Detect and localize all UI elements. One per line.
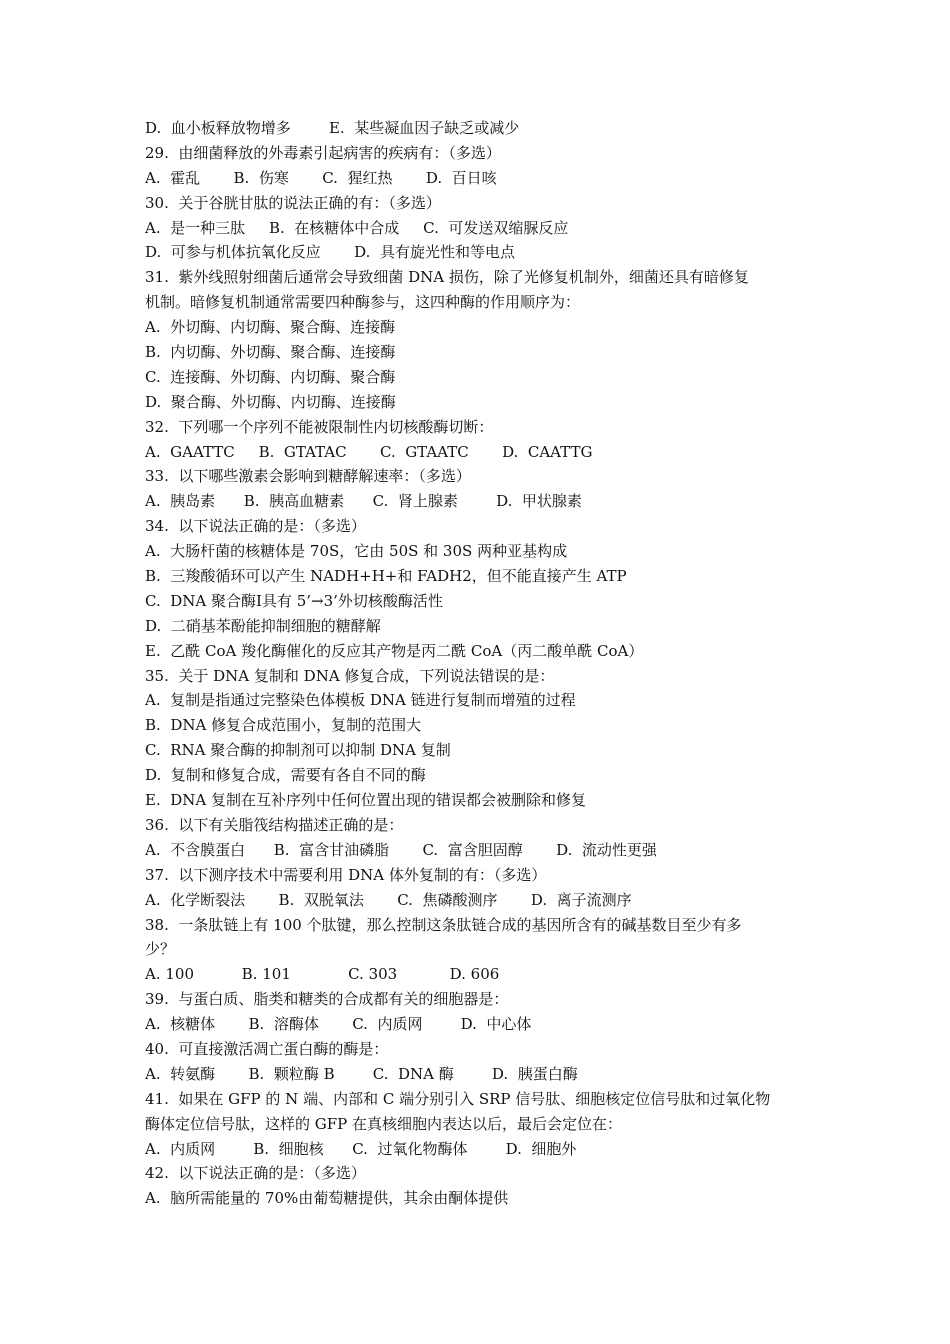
question-41: 41. 如果在 GFP 的 N 端、内部和 C 端分别引入 SRP 信号肽、细胞核定位信号肽和过氧化物 [145,1089,771,1108]
option-line: A. 复制是指通过完整染色体模板 DNA 链进行复制而增殖的过程 [145,691,576,710]
option-line: C. DNA 聚合酶Ⅰ具有 5’→3’外切核酸酶活性 [145,591,443,610]
option-line: D. 聚合酶、外切酶、内切酶、连接酶 [145,392,396,411]
option-line: E. 乙酰 CoA 羧化酶催化的反应其产物是丙二酰 CoA（丙二酸单酰 CoA） [145,641,644,660]
options-line: A. 核糖体 B. 溶酶体 C. 内质网 D. 中心体 [145,1015,532,1034]
question-42: 42. 以下说法正确的是：（多选） [145,1164,366,1183]
question-38: 38. 一条肽链上有 100 个肽键，那么控制这条肽链合成的基因所含有的碱基数目至少有多 [145,915,742,934]
option-line: A. 大肠杆菌的核糖体是 70S，它由 50S 和 30S 两种亚基构成 [145,542,568,561]
question-34: 34. 以下说法正确的是：（多选） [145,517,366,536]
option-line: D. 二硝基苯酚能抑制细胞的糖酵解 [145,616,381,635]
question-33: 33. 以下哪些激素会影响到糖酵解速率：（多选） [145,467,471,486]
options-line: A. 100 B. 101 C. 303 D. 606 [145,965,500,984]
option-line: B. 内切酶、外切酶、聚合酶、连接酶 [145,343,396,362]
options-line: A. 转氨酶 B. 颗粒酶 B C. DNA 酶 D. 胰蛋白酶 [145,1064,578,1083]
options-line: A. 化学断裂法 B. 双脱氧法 C. 焦磷酸测序 D. 离子流测序 [145,890,632,909]
question-39: 39. 与蛋白质、脂类和糖类的合成都有关的细胞器是： [145,990,509,1009]
question-35: 35. 关于 DNA 复制和 DNA 修复合成，下列说法错误的是： [145,666,555,685]
options-line: A. 内质网 B. 细胞核 C. 过氧化物酶体 D. 细胞外 [145,1139,577,1158]
question-30: 30. 关于谷胱甘肽的说法正确的有：（多选） [145,193,441,212]
option-line: E. DNA 复制在互补序列中任何位置出现的错误都会被删除和修复 [145,791,587,810]
question-29: 29. 由细菌释放的外毒素引起病害的疾病有：（多选） [145,143,501,162]
options-line: A. 是一种三肽 B. 在核糖体中合成 C. 可发送双缩脲反应 [145,218,569,237]
question-36: 36. 以下有关脂筏结构描述正确的是： [145,815,404,834]
options-line: A. GAATTC B. GTATAC C. GTAATC D. CAATTG [145,442,593,461]
question-40: 40. 可直接激活凋亡蛋白酶的酶是： [145,1039,389,1058]
options-line: D. 可参与机体抗氧化反应 D. 具有旋光性和等电点 [145,243,515,262]
question-32: 32. 下列哪一个序列不能被限制性内切核酸酶切断： [145,417,494,436]
option-line: B. 三羧酸循环可以产生 NADH+H+和 FADH2，但不能直接产生 ATP [145,567,627,586]
options-line: A. 霍乱 B. 伤寒 C. 猩红热 D. 百日咳 [145,168,497,187]
option-line: A. 脑所需能量的 70%由葡萄糖提供，其余由酮体提供 [145,1189,509,1208]
option-line: B. DNA 修复合成范围小，复制的范围大 [145,716,422,735]
text-line: D. 血小板释放物增多 E. 某些凝血因子缺乏或减少 [145,119,520,137]
options-line: A. 不含膜蛋白 B. 富含甘油磷脂 C. 富含胆固醇 D. 流动性更强 [145,840,657,859]
question-31-continued: 机制。暗修复机制通常需要四种酶参与，这四种酶的作用顺序为： [145,293,581,312]
question-37: 37. 以下测序技术中需要利用 DNA 体外复制的有：（多选） [145,865,547,884]
option-line: A. 外切酶、内切酶、聚合酶、连接酶 [145,318,396,337]
question-41-continued: 酶体定位信号肽，这样的 GFP 在真核细胞内表达以后，最后会定位在： [145,1114,623,1133]
option-line: C. 连接酶、外切酶、内切酶、聚合酶 [145,367,396,386]
question-38-continued: 少？ [145,940,176,959]
exam-questions [145,116,815,1211]
option-line: C. RNA 聚合酶的抑制剂可以抑制 DNA 复制 [145,741,451,760]
options-line: A. 胰岛素 B. 胰高血糖素 C. 肾上腺素 D. 甲状腺素 [145,492,582,511]
question-31: 31. 紫外线照射细菌后通常会导致细菌 DNA 损伤，除了光修复机制外，细菌还具有暗修复 [145,268,749,287]
option-line: D. 复制和修复合成，需要有各自不同的酶 [145,766,426,785]
